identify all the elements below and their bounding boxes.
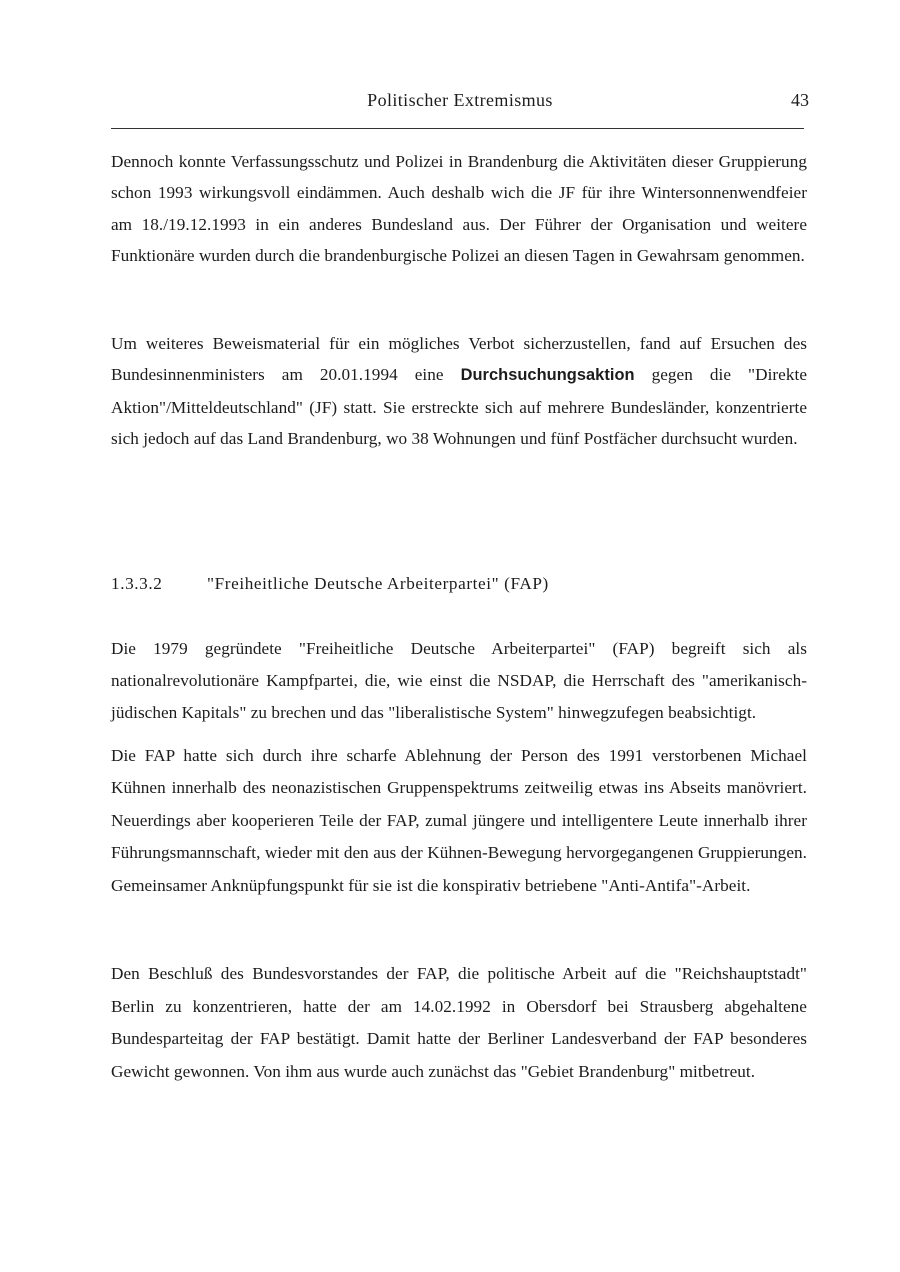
header-title: Politischer Extremismus xyxy=(367,90,553,110)
paragraph-text: Um weiteres Beweismaterial für ein mögliches Verbot sicherzustellen, fand auf Ersuchen des Bundesinnenministers am 20.01.1994 eine xyxy=(111,334,807,385)
section-number: 1.3.3.2 xyxy=(111,574,163,593)
section-heading xyxy=(111,569,807,599)
section-title: "Freiheitliche Deutsche Arbeiterpartei" (FAP) xyxy=(207,574,549,593)
paragraph-text: gegen die "Direkte Aktion"/Mitteldeutschland" (JF) statt. Sie erstreckte sich auf mehrere Bundesländer, konzentrierte sich jedoch auf das Land Brandenburg, wo 38 Wohnungen und fünf Postfächer durchsucht wurden. xyxy=(111,365,808,449)
paragraph-jf-containment: Dennoch konnte Verfassungsschutz und Polizei in Brandenburg die Aktivitäten dieser Gruppierung schon 1993 wirkungsvoll eindämmen. Auch deshalb wich die JF für ihre Wintersonnenwendfeier am 18./19.12.1993 in ein anderes Bundesland aus. Der Führer der Organisation und weitere Funktionäre wurden durch die brandenburgische Polizei an diesen Tagen in Gewahrsam genommen. xyxy=(111,152,807,266)
page-number: 43 xyxy=(791,90,809,110)
paragraph-fap-berlin: Den Beschluß des Bundesvorstandes der FAP, die politische Arbeit auf die "Reichshauptstadt" Berlin zu konzentrieren, hatte der am 14.02.1992 in Obersdorf bei Strausberg abgehaltene Bundesparteitag der FAP bestätigt. Damit hatte der Berliner Landesverband der FAP besonderes Gewicht gewonnen. Von ihm aus wurde auch zunächst das "Gebiet Brandenburg" mitbetreut. xyxy=(111,964,807,1081)
emphasis-term: Durchsuchungsaktion xyxy=(460,366,635,385)
running-header xyxy=(111,90,809,118)
paragraph-search-operation xyxy=(111,328,807,455)
header-rule xyxy=(111,128,804,129)
paragraph-fap-cooperation: Die FAP hatte sich durch ihre scharfe Ablehnung der Person des 1991 verstorbenen Michael Kühnen innerhalb des neonazistischen Gruppenspektrums zeitweilig etwas ins Abseits manövriert. Neuerdings aber kooperieren Teile der FAP, zumal jüngere und intelligentere Leute innerhalb ihrer Führungsmannschaft, wieder mit den aus der Kühnen-Bewegung hervorgegangenen Gruppierungen. Gemeinsamer Anknüpfungspunkt für sie ist die konspirativ betriebene "Anti-Antifa"-Arbeit. xyxy=(111,746,807,895)
paragraph-fap-intro: Die 1979 gegründete "Freiheitliche Deutsche Arbeiterpartei" (FAP) begreift sich als nationalrevolutionäre Kampfpartei, die, wie einst die NSDAP, die Herrschaft des "amerikanisch-jüdischen Kapitals" zu brechen und das "liberalistische System" hinwegzufegen beabsichtigt. xyxy=(111,639,807,722)
